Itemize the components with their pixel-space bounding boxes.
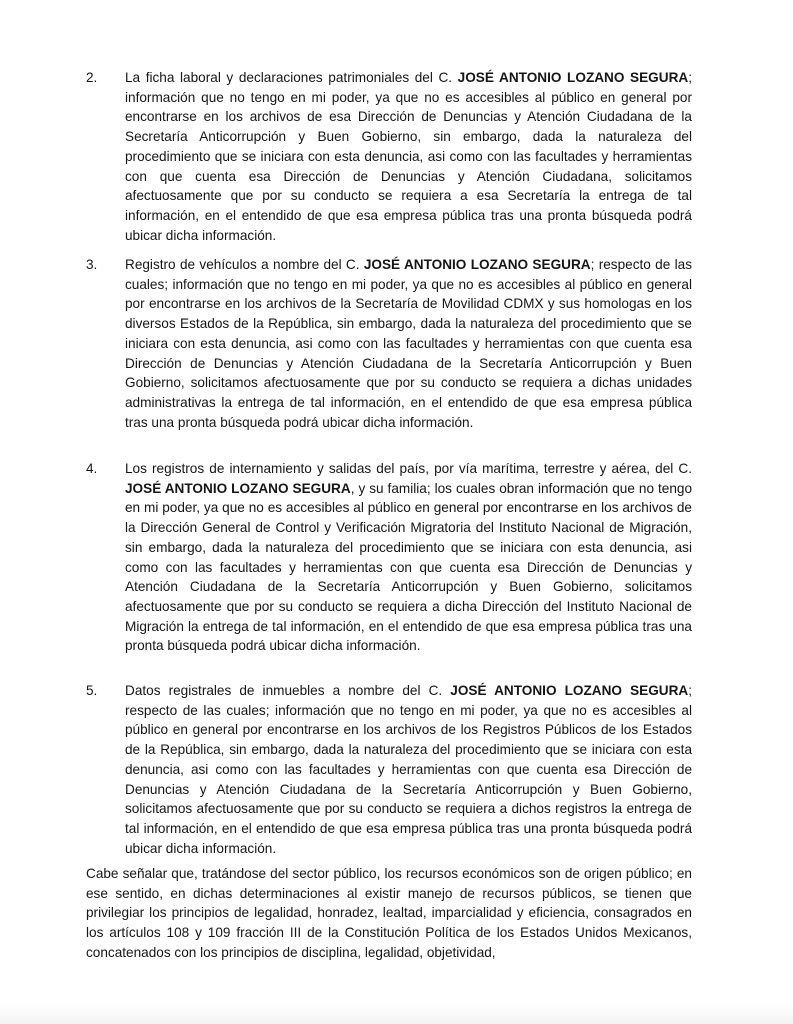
person-name: JOSÉ ANTONIO LOZANO SEGURA (125, 480, 351, 496)
item-text (125, 255, 692, 432)
closing-paragraph: Cabe señalar que, tratándose del sector público, los recursos económicos son de origen público; en ese sentido, en dichas determinaciones al existir manejo de recursos públicos, se tienen que privilegiar los principios de legalidad, honradez, lealtad, imparcialidad y eficiencia, consagrados en los artículos 108 y 109 fracción III de la Constitución Política de los Estados Unidos Mexicanos, concatenados con los principios de disciplina, legalidad, objetividad, (86, 866, 692, 960)
item-number: 4. (86, 461, 98, 476)
item-text-post: ; respecto de las cuales; información que no tengo en mi poder, ya que no es accesibles al público en general por encontrarse en los archivos de los Registros Públicos de los Estados de la República, sin embargo, dada la naturaleza del procedimiento que se iniciara con esta denuncia, asi como con las facultades y herramientas con que cuenta esa Dirección de Denuncias y Atención Ciudadana de la Secretaría Anticorrupción y Buen Gobierno, solicitamos afectuosamente que por su conducto se requiera a dichos registros la entrega de tal información, en el entendido de que esa empresa pública tras una pronta búsqueda podrá ubicar dicha información. (125, 683, 693, 856)
page-bottom-edge (0, 1004, 793, 1024)
item-text (125, 68, 692, 245)
person-name: JOSÉ ANTONIO LOZANO SEGURA (457, 70, 689, 85)
item-number: 5. (86, 683, 98, 698)
item-text-pre: Registro de vehículos a nombre del C. (125, 257, 364, 272)
person-name: JOSÉ ANTONIO LOZANO SEGURA (450, 683, 689, 698)
person-name: JOSÉ ANTONIO LOZANO SEGURA (363, 257, 591, 272)
item-text (125, 459, 692, 656)
item-number: 2. (86, 70, 98, 85)
item-number: 3. (86, 257, 98, 272)
item-text-pre: La ficha laboral y declaraciones patrimoniales del C. (125, 70, 458, 85)
item-text-pre: Los registros de internamiento y salidas del país, por vía marítima, terrestre y aérea, del C. (125, 461, 692, 476)
item-text (125, 681, 692, 858)
item-text-post: , y su familia; los cuales obran información que no tengo en mi poder, ya que no es accesibles al público en general por encontrarse en los archivos de la Dirección General de Control y Verificación Migratoria del Instituto Nacional de Migración, sin embargo, dada la naturaleza del procedimiento que se iniciara con esta denuncia, asi como con las facultades y herramientas con que cuenta esa Dirección de Denuncias y Atención Ciudadana de la Secretaría Anticorrupción y Buen Gobierno, solicitamos afectuosamente que por su conducto se requiera a dicha Dirección del Instituto Nacional de Migración la entrega de tal información, en el entendido de que esa empresa pública tras una pronta búsqueda podrá ubicar dicha información. (125, 480, 692, 654)
item-text-post: ; información que no tengo en mi poder, ya que no es accesibles al público en general por encontrarse en los archivos de esa Dirección de Denuncias y Atención Ciudadana de la Secretaría Anticorrupción y Buen Gobierno, sin embargo, dada la naturaleza del procedimiento que se iniciara con esta denuncia, asi como con las facultades y herramientas con que cuenta esa Dirección de Denuncias y Atención Ciudadana, solicitamos afectuosamente que por su conducto se requiera a esa Secretaría la entrega de tal información, en el entendido de que esa empresa pública tras una pronta búsqueda podrá ubicar dicha información. (125, 70, 692, 243)
item-text-post: ; respecto de las cuales; información que no tengo en mi poder, ya que no es accesibles al público en general por encontrarse en los archivos de la Secretaría de Movilidad CDMX y sus homologas en los diversos Estados de la República, sin embargo, dada la naturaleza del procedimiento que se iniciara con esta denuncia, asi como con las facultades y herramientas con que cuenta esa Dirección de Denuncias y Atención Ciudadana de la Secretaría Anticorrupción y Buen Gobierno, solicitamos afectuosamente que por su conducto se requiera a dichas unidades administrativas la entrega de tal información, en el entendido de que esa empresa pública tras una pronta búsqueda podrá ubicar dicha información. (125, 257, 692, 430)
item-text-pre: Datos registrales de inmuebles a nombre del C. (125, 683, 451, 698)
